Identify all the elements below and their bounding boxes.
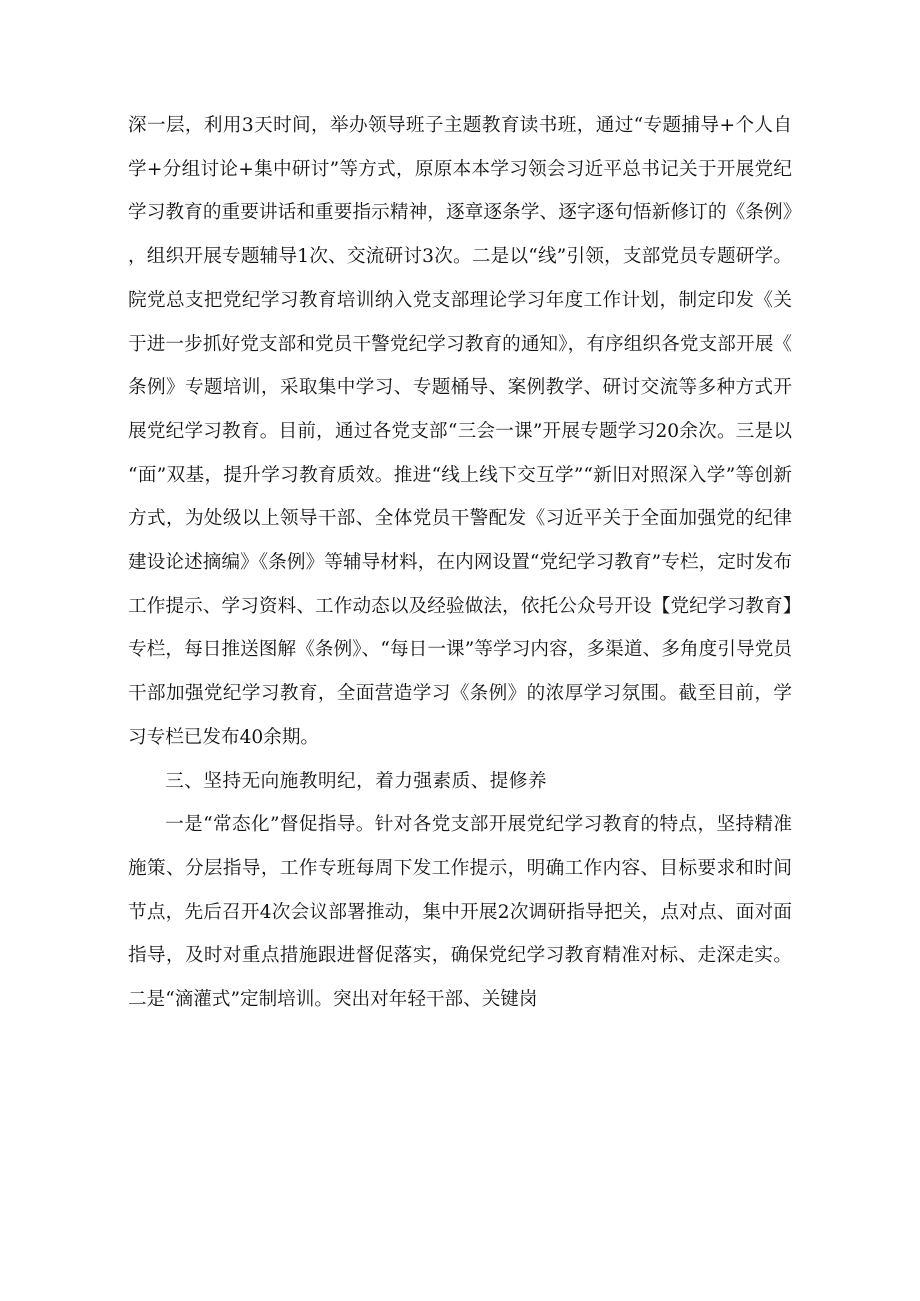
section-heading-3: 三、坚持无向施教明纪，着力强素质、提修养 [165, 770, 548, 792]
body-paragraph-2: 一是“常态化”督促指导。针对各党支部开展党纪学习教育的特点，坚持精准施策、分层指导，工作专班每周下发工作提示，明确工作内容、目标要求和时间节点，先后召开4次会议部署推动，集中开展2次调研指导把关，点对点、面对面指导，及时对重点措施跟进督促落实，确保党纪学习教育精准对标、走深走实。二是“滴灌式”定制培训。突出对年轻干部、关键岗 [128, 814, 792, 1011]
body-paragraph-1: 深一层，利用3天时间，举办领导班子主题教育读书班，通过“专题捕导+个人自学+分组讨论+集中研讨”等方式，原原本本学习领会习近平总书记关于开展党纪学习教育的重要讲话和重要指示精神，逐章逐条学、逐字逐句悟新修订的《条例》，组织开展专题辅导1次、交流研讨3次。二是以“线”引领，支部党员专题研学。院党总支把党纪学习教育培训纳入党支部理论学习年度工作计划，制定印发《关于进一步抓好党支部和党员干警党纪学习教育的通知》，有序组织各党支部开展《条例》专题培训，采取集中学习、专题桶导、案例教学、研讨交流等多种方式开展党纪学习教育。目前，通过各党支部“三会一课”开展专题学习20余次。三是以“面”双基，提升学习教育质效。推进“线上线下交互学”“新旧对照深入学”等创新方式，为处级以上领导干部、全体党员干警配发《习近平关于全面加强党的纪律建设论述摘编》《条例》等辅导材料，在内网设置“党纪学习教育”专栏，定时发布工作提示、学习资料、工作动态以及经验做法，依托公众号开设【党纪学习教育】专栏，每日推送图解《条例》、“每日一课”等学习内容，多渠道、多角度引导党员干部加强党纪学习教育，全面营造学习《条例》的浓厚学习氛围。截至目前，学习专栏已发布40余期。 [128, 115, 792, 748]
